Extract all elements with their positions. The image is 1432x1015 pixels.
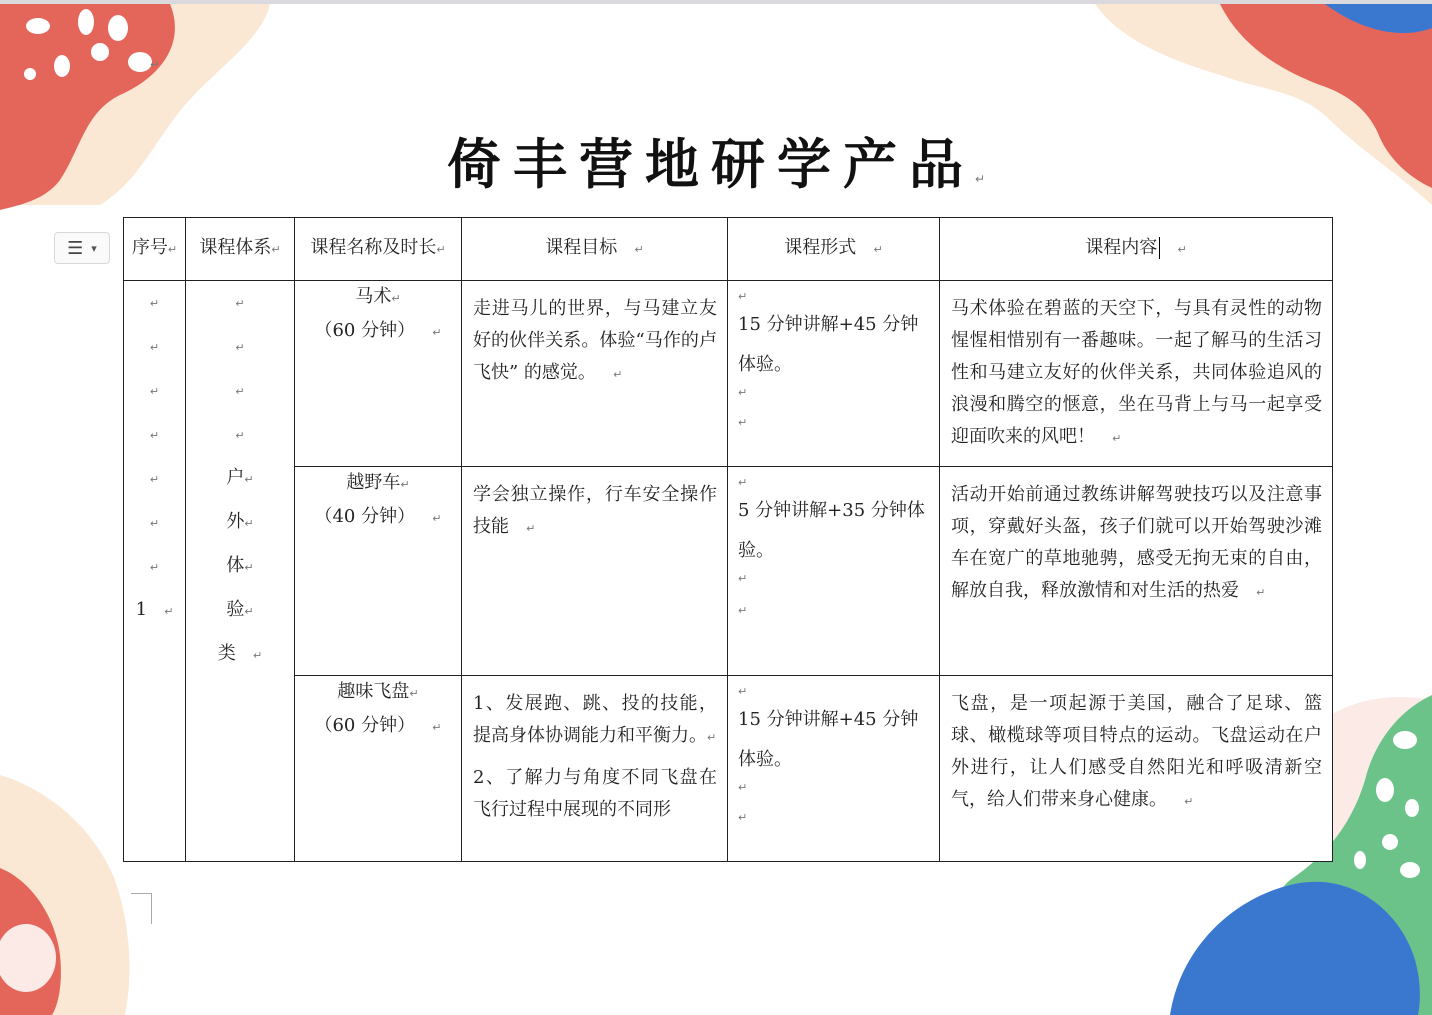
paragraph-style-button[interactable] (54, 232, 110, 264)
course-goal-cell: 1、发展跑、跳、投的技能，提高身体协调能力和平衡力。↵ 2、了解力与角度不同飞盘在飞行过程中展现的不同形 (462, 676, 728, 862)
table-row (124, 467, 1333, 676)
course-form-cell: ↵ 15 分钟讲解+45 分钟体验。 ↵ ↵ (728, 676, 940, 862)
course-content-cell: 活动开始前通过教练讲解驾驶技巧以及注意事项，穿戴好头盔，孩子们就可以开始驾驶沙滩车在宽广的草地驰骋，感受无拘无束的自由，解放自我，释放激情和对生活的热爱 ↵ (940, 467, 1333, 676)
header-content: 课程内容 ↵ (940, 218, 1333, 281)
top-left-dot (108, 15, 128, 41)
table-header-row (124, 218, 1333, 281)
paragraph-mark: ↵ (974, 172, 986, 186)
page-title-text: 倚丰营地研学产品 (446, 133, 975, 196)
paragraph-mark: ↵ (150, 58, 160, 71)
bottom-right-dot (1382, 834, 1398, 850)
top-left-dot (24, 68, 36, 80)
top-left-dot (128, 52, 152, 72)
course-name-cell: 马术↵ （60 分钟） ↵ (295, 281, 462, 467)
course-content-cell: 飞盘，是一项起源于美国，融合了足球、篮球、橄榄球等项目特点的运动。飞盘运动在户外进行，让人们感受自然阳光和呼吸清新空气，给人们带来身心健康。 ↵ (940, 676, 1333, 862)
page-title (0, 122, 1432, 199)
header-system: 课程体系↵ (186, 218, 295, 281)
header-seq: 序号↵ (124, 218, 186, 281)
bottom-right-dot (1354, 851, 1366, 869)
header-name-duration: 课程名称及时长↵ (295, 218, 462, 281)
top-left-dot (54, 55, 70, 77)
table-row (124, 676, 1333, 862)
course-table (123, 217, 1333, 862)
system-cell: ↵ ↵ ↵ ↵ 户↵ 外↵ 体↵ 验↵ 类 ↵ (186, 281, 295, 862)
seq-cell: ↵ ↵ ↵ ↵ ↵ ↵ ↵ 1 ↵ (124, 281, 186, 862)
course-form-cell: ↵ 15 分钟讲解+45 分钟体验。 ↵ ↵ (728, 281, 940, 467)
top-left-dot (78, 9, 94, 35)
course-goal-cell: 学会独立操作，行车安全操作技能 ↵ (462, 467, 728, 676)
seq-value: 1 (135, 599, 148, 620)
bottom-right-dot (1405, 799, 1419, 817)
course-goal-cell: 走进马儿的世界，与马建立友好的伙伴关系。体验“马作的卢飞快” 的感觉。 ↵ (462, 281, 728, 467)
bottom-right-dot (1376, 778, 1394, 802)
top-left-dot (91, 43, 109, 61)
header-goal: 课程目标 ↵ (462, 218, 728, 281)
table-row (124, 281, 1333, 467)
top-left-dot (26, 18, 50, 34)
chevron-down-icon: ▾ (91, 241, 97, 255)
header-form: 课程形式 ↵ (728, 218, 940, 281)
course-form-cell: ↵ 5 分钟讲解+35 分钟体验。 ↵ ↵ (728, 467, 940, 676)
page-corner-marker (131, 893, 152, 924)
course-content-cell: 马术体验在碧蓝的天空下，与具有灵性的动物惺惺相惜别有一番趣味。一起了解马的生活习性和马建立友好的伙伴关系，共同体验追风的浪漫和腾空的惬意，坐在马背上与马一起享受迎面吹来的风吧！ ↵ (940, 281, 1333, 467)
paragraph-outline-icon: ☰ (67, 237, 84, 259)
course-name-cell: 越野车↵ （40 分钟） ↵ (295, 467, 462, 676)
bottom-right-dot (1393, 731, 1417, 749)
bottom-right-dot (1400, 862, 1420, 878)
course-name-cell: 趣味飞盘↵ （60 分钟） ↵ (295, 676, 462, 862)
text-cursor (1159, 237, 1160, 259)
